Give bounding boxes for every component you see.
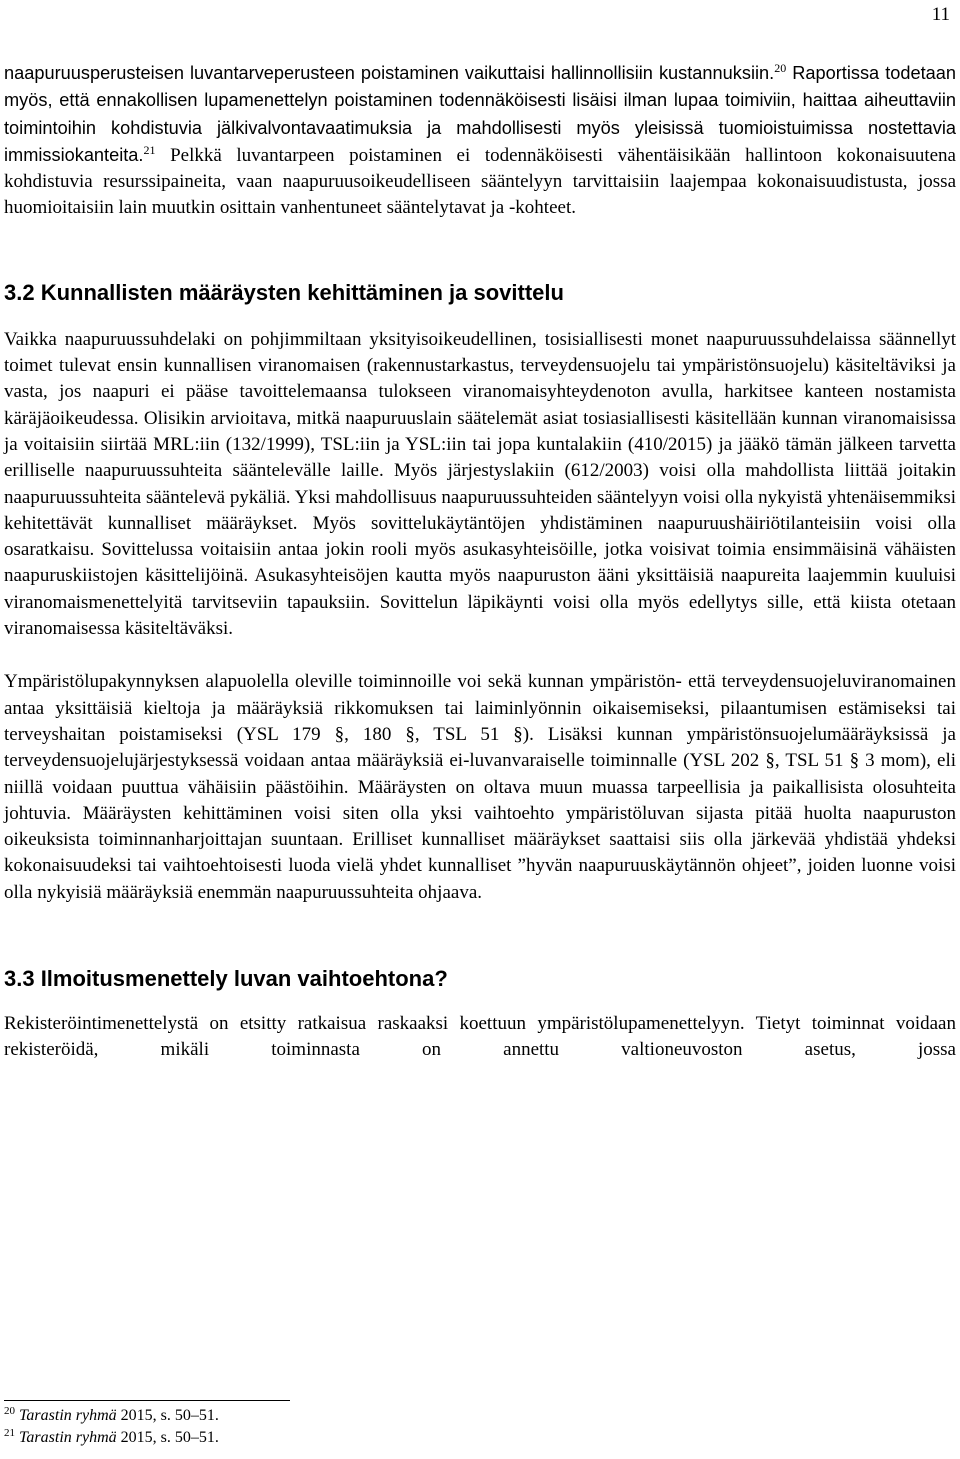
- footnotes: [4, 1400, 604, 1449]
- paragraph-3-3: Rekisteröintimenettelystä on etsitty ratkaisua raskaaksi koettuun ympäristölupamenettelyyn. Tietyt toiminnat voidaan rekisteröidä, mikäli toiminnasta on annettu valtioneuvoston asetus, jossa: [4, 1013, 956, 1061]
- footnote-divider: [4, 1400, 290, 1401]
- footnote-number: 21: [4, 1427, 15, 1439]
- intro-text-c: Pelkkä luvantarpeen poistaminen ei todennäköisesti vähentäisikään hallintoon kokonaisuutena kohdistuvia resurssipaineita, vaan naapuruusoikeudelliseen sääntelyyn tarvittaisiin laajempaa kokonaisuudistusta, jossa huomioitaisiin lain muutkin osittain vanhentuneet sääntelytavat ja -kohteet.: [4, 144, 956, 219]
- footnote-ref-20[interactable]: 20: [774, 61, 787, 75]
- intro-text-b: Raportissa todetaan myös, että ennakollisen lupamenettelyn poistaminen todennäköisesti lisäisi ilman lupaa toimiviin, haittaa aiheuttaviin toimintoihin kohdistuvia jälkivalvontavaatimuksia ja mahdollisesti myös yleisissä tuomioistuimissa nostettavia immissiokanteita.: [4, 63, 956, 165]
- paragraph-3-2: Vaikka naapuruussuhdelaki on pohjimmiltaan yksityisoikeudellinen, tosisiallisesti monet naapuruussuhdelaissa säännellyt toimet tulevat ensin kunnallisen viranomaisen (rakennustarkastus, terveydensuojelu tai ympäristönsuojelu) käsiteltäviksi ja vasta, jos naapuri ei pääse tavoittelemaansa tulokseen viranomaisyhteydenoton avulla, harkitsee kanteen nostamista käräjäoikeudessa. Olisikin arvioitava, mitkä naapuruuslain säätelemät asiat tosiasiallisesti käsitellään kunnan viranomaisissa ja voitaisiin siirtää MRL:iin (132/1999), TSL:iin ja YSL:iin tai jopa kuntalakiin (410/2015) ja jääkö tämän jälkeen tarvetta erilliselle naapuruussuhteita sääntelevälle laille. Myös järjestyslakiin (612/2003) voisi olla mahdollista liittää joitakin naapuruussuhteita sääntelevä pykäliä. Yksi mahdollisuus naapuruussuhteiden sääntelyyn voisi olla nykyistä yhtenäisemmiksi kehitettävät kunnalliset määräykset. Myös sovittelukäytäntöjen yhdistäminen naapuruushäiriötilanteisiin voisi olla osaratkaisu. Sovittelussa voitaisiin antaa jokin rooli myös asukasyhteisöille, jotka voisivat toimia ensimmäisinä vähäisten naapuruskiistojen käsittelijöinä. Asukasyhteisöjen kautta myös naapuruston ääni yksittäisiä naapureita laajemmin kuuluisi viranomaismenettelyitä tarvitseviin tapauksiin. Sovittelun läpikäynti voisi olla myös edellytys sille, että kiista otetaan viranomaisessa käsiteltäväksi.: [4, 328, 956, 640]
- page-content: [4, 60, 956, 1064]
- heading-3-3: 3.3 Ilmoitusmenettely luvan vaihtoehtona?: [4, 966, 448, 992]
- page-number: 11: [931, 4, 950, 25]
- footnote-source: Tarastin ryhmä: [19, 1429, 117, 1446]
- footnote-citation: 2015, s. 50–51.: [116, 1429, 219, 1446]
- intro-text-a: naapuruusperusteisen luvantarveperusteen poistaminen vaikuttaisi hallinnollisiin kustannuksiin.: [4, 63, 775, 83]
- footnote-21: [4, 1427, 604, 1449]
- footnote-number: 20: [4, 1405, 15, 1417]
- paragraph-3-2-b: Ympäristölupakynnyksen alapuolella oleville toiminnoille voi sekä kunnan ympäristön- että terveydensuojeluviranomainen antaa yksittäisiä kieltoja ja määräyksiä rikkomuksen tai laiminlyönnin oikaisemiseksi, pilaantumisen estämiseksi tai terveyshaitan poistamiseksi (YSL 179 §, 180 §, TSL 51 §). Lisäksi kunnan ympäristönsuojelumääräyksissä ja terveydensuojelujärjestyksessä voidaan antaa määräyksiä ei-luvanvaraiselle toiminnalle (YSL 202 §, TSL 51 § 3 mom), eli niillä voidaan puuttua vähäisiin päästöihin. Määräysten on oltava muun muassa tarpeellisia ja paikallisista olosuhteita johtuvia. Määräysten kehittäminen voisi siten olla yksi vaihtoehto ympäristöluvan sijasta pitää huolta naapuruston oikeuksista toiminnanharjoittajan suuntaan. Erilliset kunnalliset määräykset saattaisi siis olla järkevää yhdistää yhdeksi kokonaisuudeksi tai vaihtoehtoisesti luoda vielä yhdet kunnalliset ”hyvän naapuruuskäytännön ohjeet”, joiden luonne voisi olla nykyisiä määräyksiä enemmän naapuruussuhteita ohjaava.: [4, 671, 956, 903]
- footnote-source: Tarastin ryhmä: [19, 1407, 117, 1424]
- heading-3-2: 3.2 Kunnallisten määräysten kehittäminen ja sovittelu: [4, 279, 564, 305]
- footnote-20: [4, 1405, 604, 1427]
- footnote-ref-21[interactable]: 21: [143, 142, 156, 157]
- paragraph-intro: [4, 60, 956, 222]
- footnote-citation: 2015, s. 50–51.: [116, 1407, 219, 1424]
